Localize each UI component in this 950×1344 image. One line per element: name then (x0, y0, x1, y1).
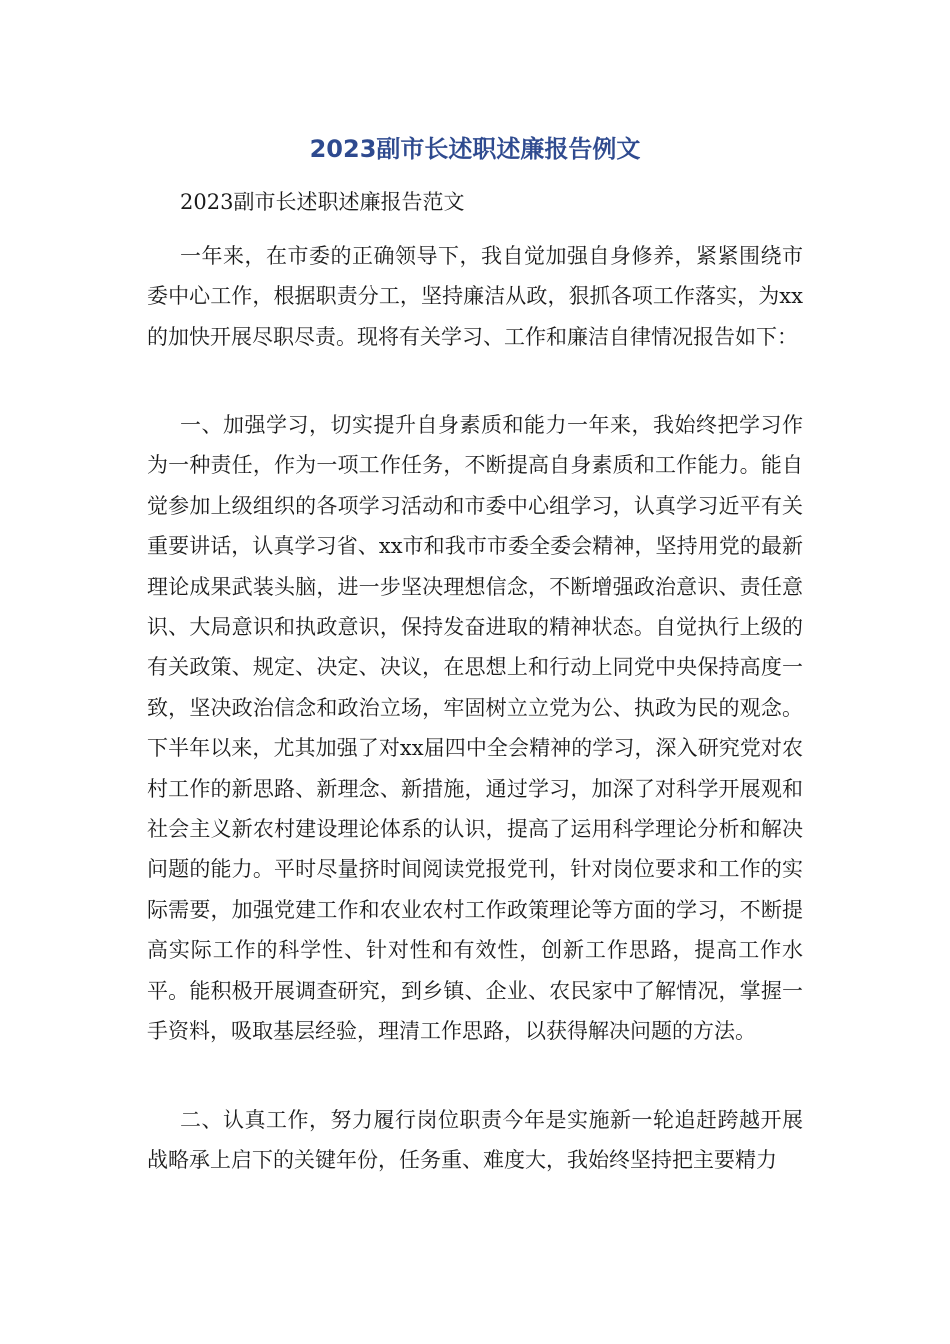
paragraph-intro: 一年来，在市委的正确领导下，我自觉加强自身修养，紧紧围绕市委中心工作，根据职责分工，坚持廉洁从政，狠抓各项工作落实，为xx的加快开展尽职尽责。现将有关学习、工作和廉洁自律情况报告如下： (147, 244, 803, 349)
paragraph-study: 一、加强学习，切实提升自身素质和能力一年来，我始终把学习作为一种责任，作为一项工作任务，不断提高自身素质和工作能力。能自觉参加上级组织的各项学习活动和市委中心组学习，认真学习近平有关重要讲话，认真学习省、xx市和我市市委全委会精神，坚持用党的最新理论成果武装头脑，进一步坚决理想信念，不断增强政治意识、责任意识、大局意识和执政意识，保持发奋进取的精神状态。自觉执行上级的有关政策、规定、决定、决议，在思想上和行动上同党中央保持高度一致，坚决政治信念和政治立场，牢固树立立党为公、执政为民的观念。下半年以来，尤其加强了对xx届四中全会精神的学习，深入研究党对农村工作的新思路、新理念、新措施，通过学习，加深了对科学开展观和社会主义新农村建设理论体系的认识，提高了运用科学理论分析和解决问题的能力。平时尽量挤时间阅读党报党刊，针对岗位要求和工作的实际需要，加强党建工作和农业农村工作政策理论等方面的学习，不断提高实际工作的科学性、针对性和有效性，创新工作思路，提高工作水平。能积极开展调查研究，到乡镇、企业、农民家中了解情况，掌握一手资料，吸取基层经验，理清工作思路，以获得解决问题的方法。 (147, 413, 803, 1044)
document-title: 2023副市长述职述廉报告例文 (309, 135, 641, 163)
document-subtitle: 2023副市长述职述廉报告范文 (180, 190, 465, 214)
paragraph-work: 二、认真工作，努力履行岗位职责今年是实施新一轮追赶跨越开展战略承上启下的关键年份，任务重、难度大，我始终坚持把主要精力 (147, 1108, 803, 1173)
